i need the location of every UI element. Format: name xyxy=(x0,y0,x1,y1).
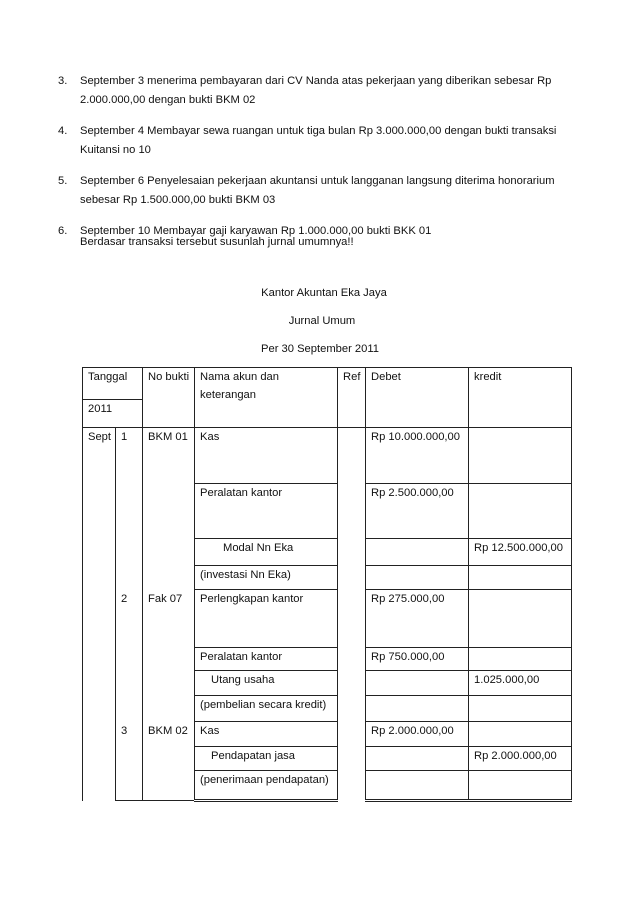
header-debet: Debet xyxy=(366,368,469,428)
table-row xyxy=(83,590,572,648)
kredit-cell: Rp 2.000.000,00 xyxy=(469,747,572,771)
month-cell: Sept xyxy=(83,428,116,801)
kredit-cell xyxy=(469,771,572,801)
day-cell: 3 xyxy=(116,722,143,801)
kredit-cell: Rp 12.500.000,00 xyxy=(469,539,572,566)
journal-title: Jurnal Umum xyxy=(288,315,356,327)
debet-cell xyxy=(366,566,469,590)
account-cell: (penerimaan pendapatan) xyxy=(195,771,338,801)
header-tanggal: Tanggal xyxy=(83,368,143,400)
item-text: September 10 Membayar gaji karyawan Rp 1.000.000,00 bukti BKK 01 xyxy=(80,225,432,237)
table-row xyxy=(83,722,572,747)
debet-cell: Rp 750.000,00 xyxy=(366,648,469,671)
transaction-list xyxy=(58,72,578,253)
item-number: 6. xyxy=(58,225,68,237)
item-number: 5. xyxy=(58,175,68,187)
debet-cell: Rp 2.500.000,00 xyxy=(366,484,469,539)
account-cell: (investasi Nn Eka) xyxy=(195,566,338,590)
debet-cell: Rp 2.000.000,00 xyxy=(366,722,469,747)
item-number: 4. xyxy=(58,125,68,137)
table-row xyxy=(83,428,572,484)
company-name: Kantor Akuntan Eka Jaya xyxy=(261,287,387,299)
bukti-cell: Fak 07 xyxy=(143,590,195,722)
kredit-cell xyxy=(469,722,572,747)
account-cell: Utang usaha xyxy=(195,671,338,696)
transaction-item xyxy=(58,172,578,210)
debet-cell: Rp 10.000.000,00 xyxy=(366,428,469,484)
kredit-cell: 1.025.000,00 xyxy=(469,671,572,696)
header-kredit: kredit xyxy=(469,368,572,428)
item-text: September 4 Membayar sewa ruangan untuk tiga bulan Rp 3.000.000,00 dengan bukti transaksi Kuitansi no 10 xyxy=(80,125,557,156)
account-cell: Perlengkapan kantor xyxy=(195,590,338,648)
header-year: 2011 xyxy=(83,400,143,428)
instruction-text: Berdasar transaksi tersebut susunlah jurnal umumnya!! xyxy=(80,236,354,248)
item-text: September 3 menerima pembayaran dari CV Nanda atas pekerjaan yang diberikan sebesar Rp 2.000.000,00 dengan bukti BKM 02 xyxy=(80,75,552,106)
debet-cell xyxy=(366,539,469,566)
day-cell: 2 xyxy=(116,590,143,722)
item-text: September 6 Penyelesaian pekerjaan akuntansi untuk langganan langsung diterima honorarium sebesar Rp 1.500.000,00 bukti BKM 03 xyxy=(80,175,555,206)
period-title: Per 30 September 2011 xyxy=(261,343,379,355)
account-cell: Pendapatan jasa xyxy=(195,747,338,771)
bukti-cell: BKM 01 xyxy=(143,428,195,590)
account-cell: Peralatan kantor xyxy=(195,648,338,671)
kredit-cell xyxy=(469,590,572,648)
item-number: 3. xyxy=(58,75,68,87)
bukti-cell: BKM 02 xyxy=(143,722,195,801)
account-cell: Peralatan kantor xyxy=(195,484,338,539)
debet-cell xyxy=(366,671,469,696)
day-cell: 1 xyxy=(116,428,143,590)
kredit-cell xyxy=(469,648,572,671)
account-cell: Kas xyxy=(195,428,338,484)
account-cell: Kas xyxy=(195,722,338,747)
debet-cell: Rp 275.000,00 xyxy=(366,590,469,648)
transaction-item xyxy=(58,122,578,160)
transaction-item xyxy=(58,72,578,110)
kredit-cell xyxy=(469,428,572,484)
account-cell: Modal Nn Eka xyxy=(195,539,338,566)
header-ref: Ref xyxy=(338,368,366,428)
ref-cell xyxy=(338,428,366,801)
debet-cell xyxy=(366,771,469,801)
kredit-cell xyxy=(469,484,572,539)
debet-cell xyxy=(366,747,469,771)
debet-cell xyxy=(366,696,469,722)
header-no-bukti: No bukti xyxy=(143,368,195,428)
kredit-cell xyxy=(469,566,572,590)
account-cell: (pembelian secara kredit) xyxy=(195,696,338,722)
journal-table xyxy=(82,367,572,802)
header-nama-akun: Nama akun dan keterangan xyxy=(195,368,338,428)
kredit-cell xyxy=(469,696,572,722)
